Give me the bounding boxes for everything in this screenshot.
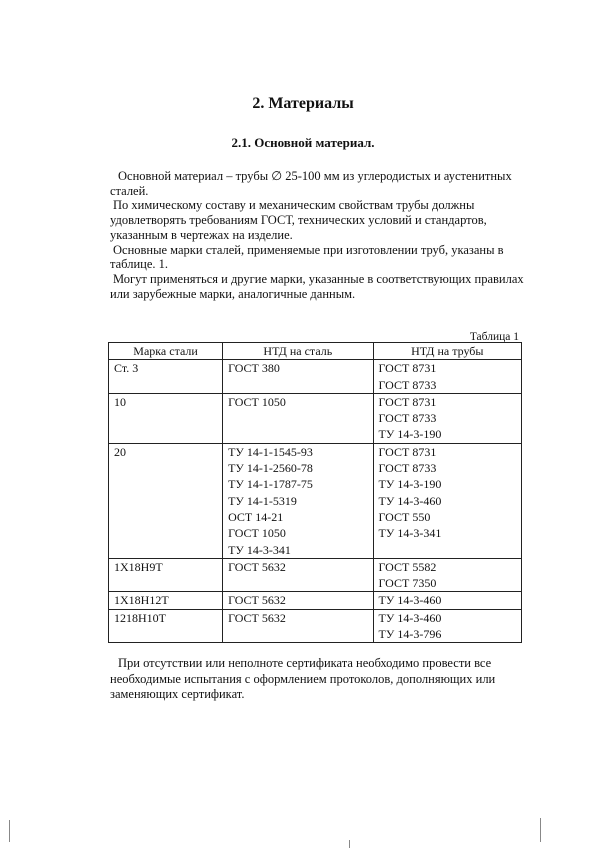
steel-grade: 1Х18Н9Т [114,559,163,574]
pipe-doc: ТУ 14-3-460 [378,610,442,625]
steel-doc: ГОСТ 1050 [228,394,286,409]
pipe-doc: ГОСТ 7350 [378,576,437,591]
steel-docs-cell [223,558,373,592]
pipe-docs-cell [373,443,521,558]
steel-docs-cell [223,592,373,609]
steel-doc: ГОСТ 5632 [228,593,286,608]
column-header: Марка стали [109,343,223,360]
intro-text [110,169,530,301]
steel-doc: ОСТ 14-21 [228,509,284,524]
pipe-docs-cell [373,393,521,443]
scan-artifact [349,840,350,848]
pipe-docs-cell [373,592,521,609]
steel-grade: Ст. 3 [114,361,139,376]
table-row [109,360,522,394]
paragraph: Могут применяться и другие марки, указанные в соответствующих правилах или зарубежные марки, аналогичные данным. [110,271,524,301]
table-row [109,609,522,643]
pipe-doc: ТУ 14-3-796 [378,627,442,642]
steel-docs-cell [223,443,373,558]
steel-grade-cell [109,558,223,592]
pipe-docs-cell [373,558,521,592]
pipe-doc: ТУ 14-3-460 [378,593,442,608]
pipe-doc: ГОСТ 8733 [378,461,437,476]
steel-docs-cell [223,609,373,643]
pipe-doc: ТУ 14-3-460 [378,493,442,508]
steel-grade-cell [109,443,223,558]
footer-text [110,656,530,703]
steel-doc: ГОСТ 380 [228,361,280,376]
pipe-doc: ГОСТ 550 [378,509,431,524]
table-header-row [109,343,522,360]
column-header: НТД на трубы [373,343,521,360]
scan-artifact [9,820,10,842]
steel-doc: ТУ 14-1-1545-93 [228,444,313,459]
steel-doc: ТУ 14-1-5319 [228,493,297,508]
steel-doc: ГОСТ 1050 [228,526,286,541]
steel-docs-cell [223,360,373,394]
pipe-doc: ГОСТ 8731 [378,444,437,459]
pipe-doc: ТУ 14-3-190 [378,477,442,492]
pipe-doc: ГОСТ 8731 [378,361,437,376]
pipe-doc: ГОСТ 5582 [378,559,437,574]
paragraph: По химическому составу и механическим свойствам трубы должны удовлетворять требованиям ГОСТ, технических условий и стандартов, указанным в чертежах на изделие. [110,198,487,242]
steel-grade: 10 [114,394,126,409]
scan-artifact [540,818,541,842]
steel-doc: ГОСТ 5632 [228,559,286,574]
table-row [109,558,522,592]
pipe-doc: ГОСТ 8733 [378,411,437,426]
steel-grade: 1218Н10Т [114,610,166,625]
steel-grades-table [108,342,522,643]
table-row [109,443,522,558]
table-row [109,393,522,443]
steel-doc: ТУ 14-1-2560-78 [228,461,313,476]
steel-grade-cell [109,609,223,643]
steel-grade: 1Х18Н12Т [114,593,169,608]
steel-doc: ТУ 14-3-341 [228,542,291,557]
pipe-doc: ГОСТ 8733 [378,377,437,392]
pipe-doc: ТУ 14-3-190 [378,427,442,442]
table-caption: Таблица 1 [469,331,519,343]
paragraph: Основной материал – трубы ∅ 25-100 мм из углеродистых и аустенитных сталей. [110,169,512,198]
steel-doc: ГОСТ 5632 [228,610,286,625]
section-heading: 2. Материалы [252,95,354,112]
steel-grade-cell [109,592,223,609]
table-row [109,592,522,609]
pipe-doc: ГОСТ 8731 [378,394,437,409]
pipe-docs-cell [373,360,521,394]
steel-grade: 20 [114,444,126,459]
steel-docs-cell [223,393,373,443]
column-header: НТД на сталь [223,343,373,360]
pipe-docs-cell [373,609,521,643]
steel-grade-cell [109,360,223,394]
subsection-heading: 2.1. Основной материал. [231,135,375,150]
pipe-doc: ТУ 14-3-341 [378,526,442,541]
steel-doc: ТУ 14-1-1787-75 [228,477,313,492]
steel-grade-cell [109,393,223,443]
paragraph: При отсутствии или неполноте сертификата необходимо провести все необходимые испытания с оформлением протоколов, дополняющих или заменяющих сертификат. [110,656,496,701]
paragraph: Основные марки сталей, применяемые при изготовлении труб, указаны в таблице. 1. [110,242,504,272]
